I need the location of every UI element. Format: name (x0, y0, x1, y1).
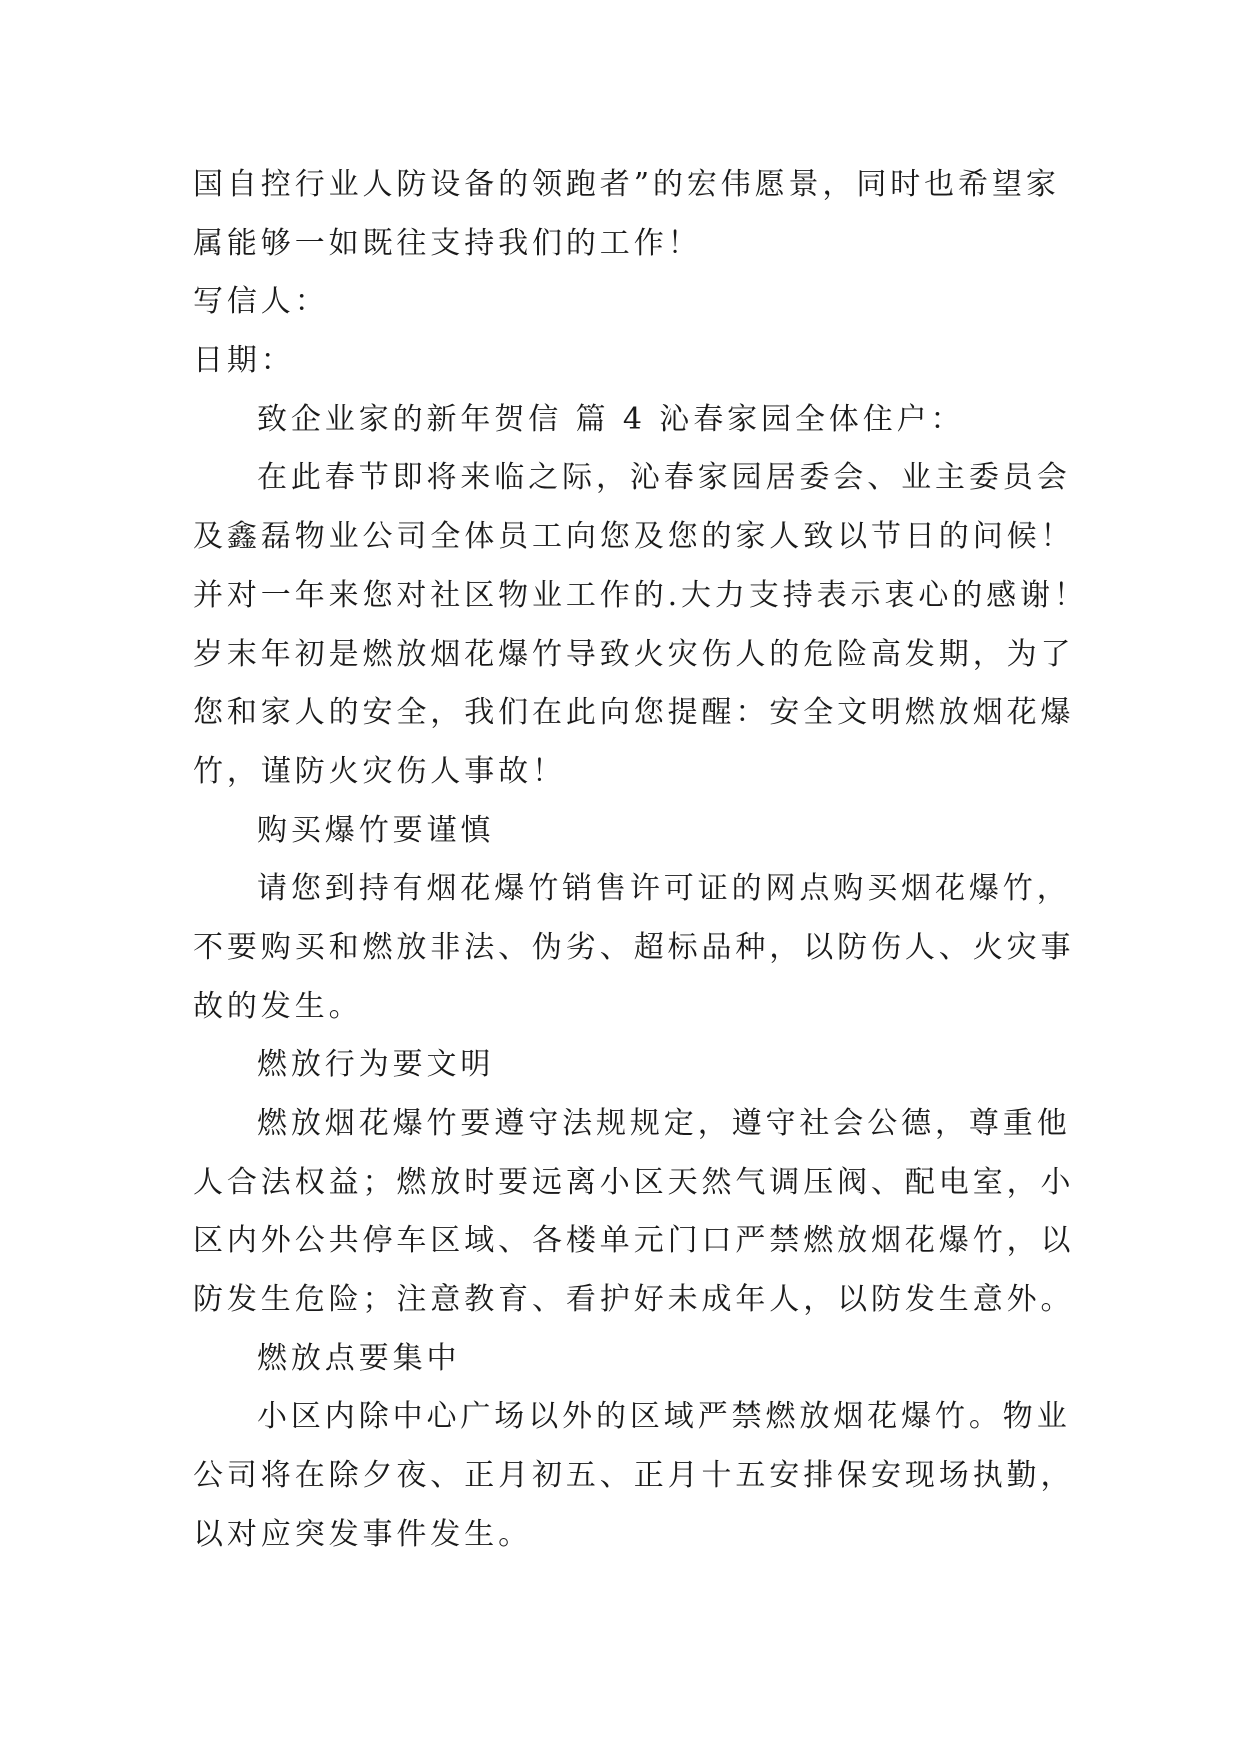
subheading-location: 燃放点要集中 (257, 1340, 461, 1376)
subheading-behavior: 燃放行为要文明 (257, 1047, 495, 1083)
text-line-11: 竹，谨防火灾伤人事故！ (193, 753, 566, 789)
text-line-17: 燃放烟花爆竹要遵守法规规定，遵守社会公德，尊重他 (257, 1106, 1071, 1141)
text-line-13: 请您到持有烟花爆竹销售许可证的网点购买烟花爆竹， (257, 871, 1071, 907)
text-line-7: 及鑫磊物业公司全体员工向您及您的家人致以节日的问候！ (193, 519, 1075, 555)
text-line-23: 公司将在除夕夜、正月初五、正月十五安排保安现场执勤， (193, 1458, 1075, 1494)
text-line-8: 并对一年来您对社区物业工作的.大力支持表示衷心的感谢！ (193, 577, 1088, 613)
document-page (193, 156, 1088, 1565)
text-line-20: 防发生危险；注意教育、看护好未成年人，以防发生意外。 (193, 1282, 1075, 1318)
text-line-2: 属能够一如既往支持我们的工作！ (193, 225, 702, 261)
text-line-18: 人合法权益；燃放时要远离小区天然气调压阀、配电室，小 (193, 1164, 1075, 1200)
text-line-9: 岁末年初是燃放烟花爆竹导致火灾伤人的危险高发期，为了 (193, 636, 1075, 672)
subheading-buying: 购买爆竹要谨慎 (257, 812, 495, 848)
date-label: 日期： (193, 343, 295, 379)
text-line-24: 以对应突发事件发生。 (193, 1516, 532, 1552)
text-line-6: 在此春节即将来临之际，沁春家园居委会、业主委员会 (257, 460, 1071, 496)
text-line-10: 您和家人的安全，我们在此向您提醒：安全文明燃放烟花爆 (193, 695, 1075, 731)
text-line-15: 故的发生。 (193, 988, 363, 1024)
text-line-19: 区内外公共停车区域、各楼单元门口严禁燃放烟花爆竹，以 (193, 1223, 1075, 1259)
text-line-1: 国自控行业人防设备的领跑者”的宏伟愿景，同时也希望家 (193, 167, 1060, 202)
signature-label: 写信人： (193, 284, 329, 320)
text-line-22: 小区内除中心广场以外的区域严禁燃放烟花爆竹。物业 (257, 1399, 1071, 1435)
text-line-14: 不要购买和燃放非法、伪劣、超标品种，以防伤人、火灾事 (193, 929, 1075, 965)
section-heading: 致企业家的新年贺信 篇 4 沁春家园全体住户： (257, 401, 965, 437)
